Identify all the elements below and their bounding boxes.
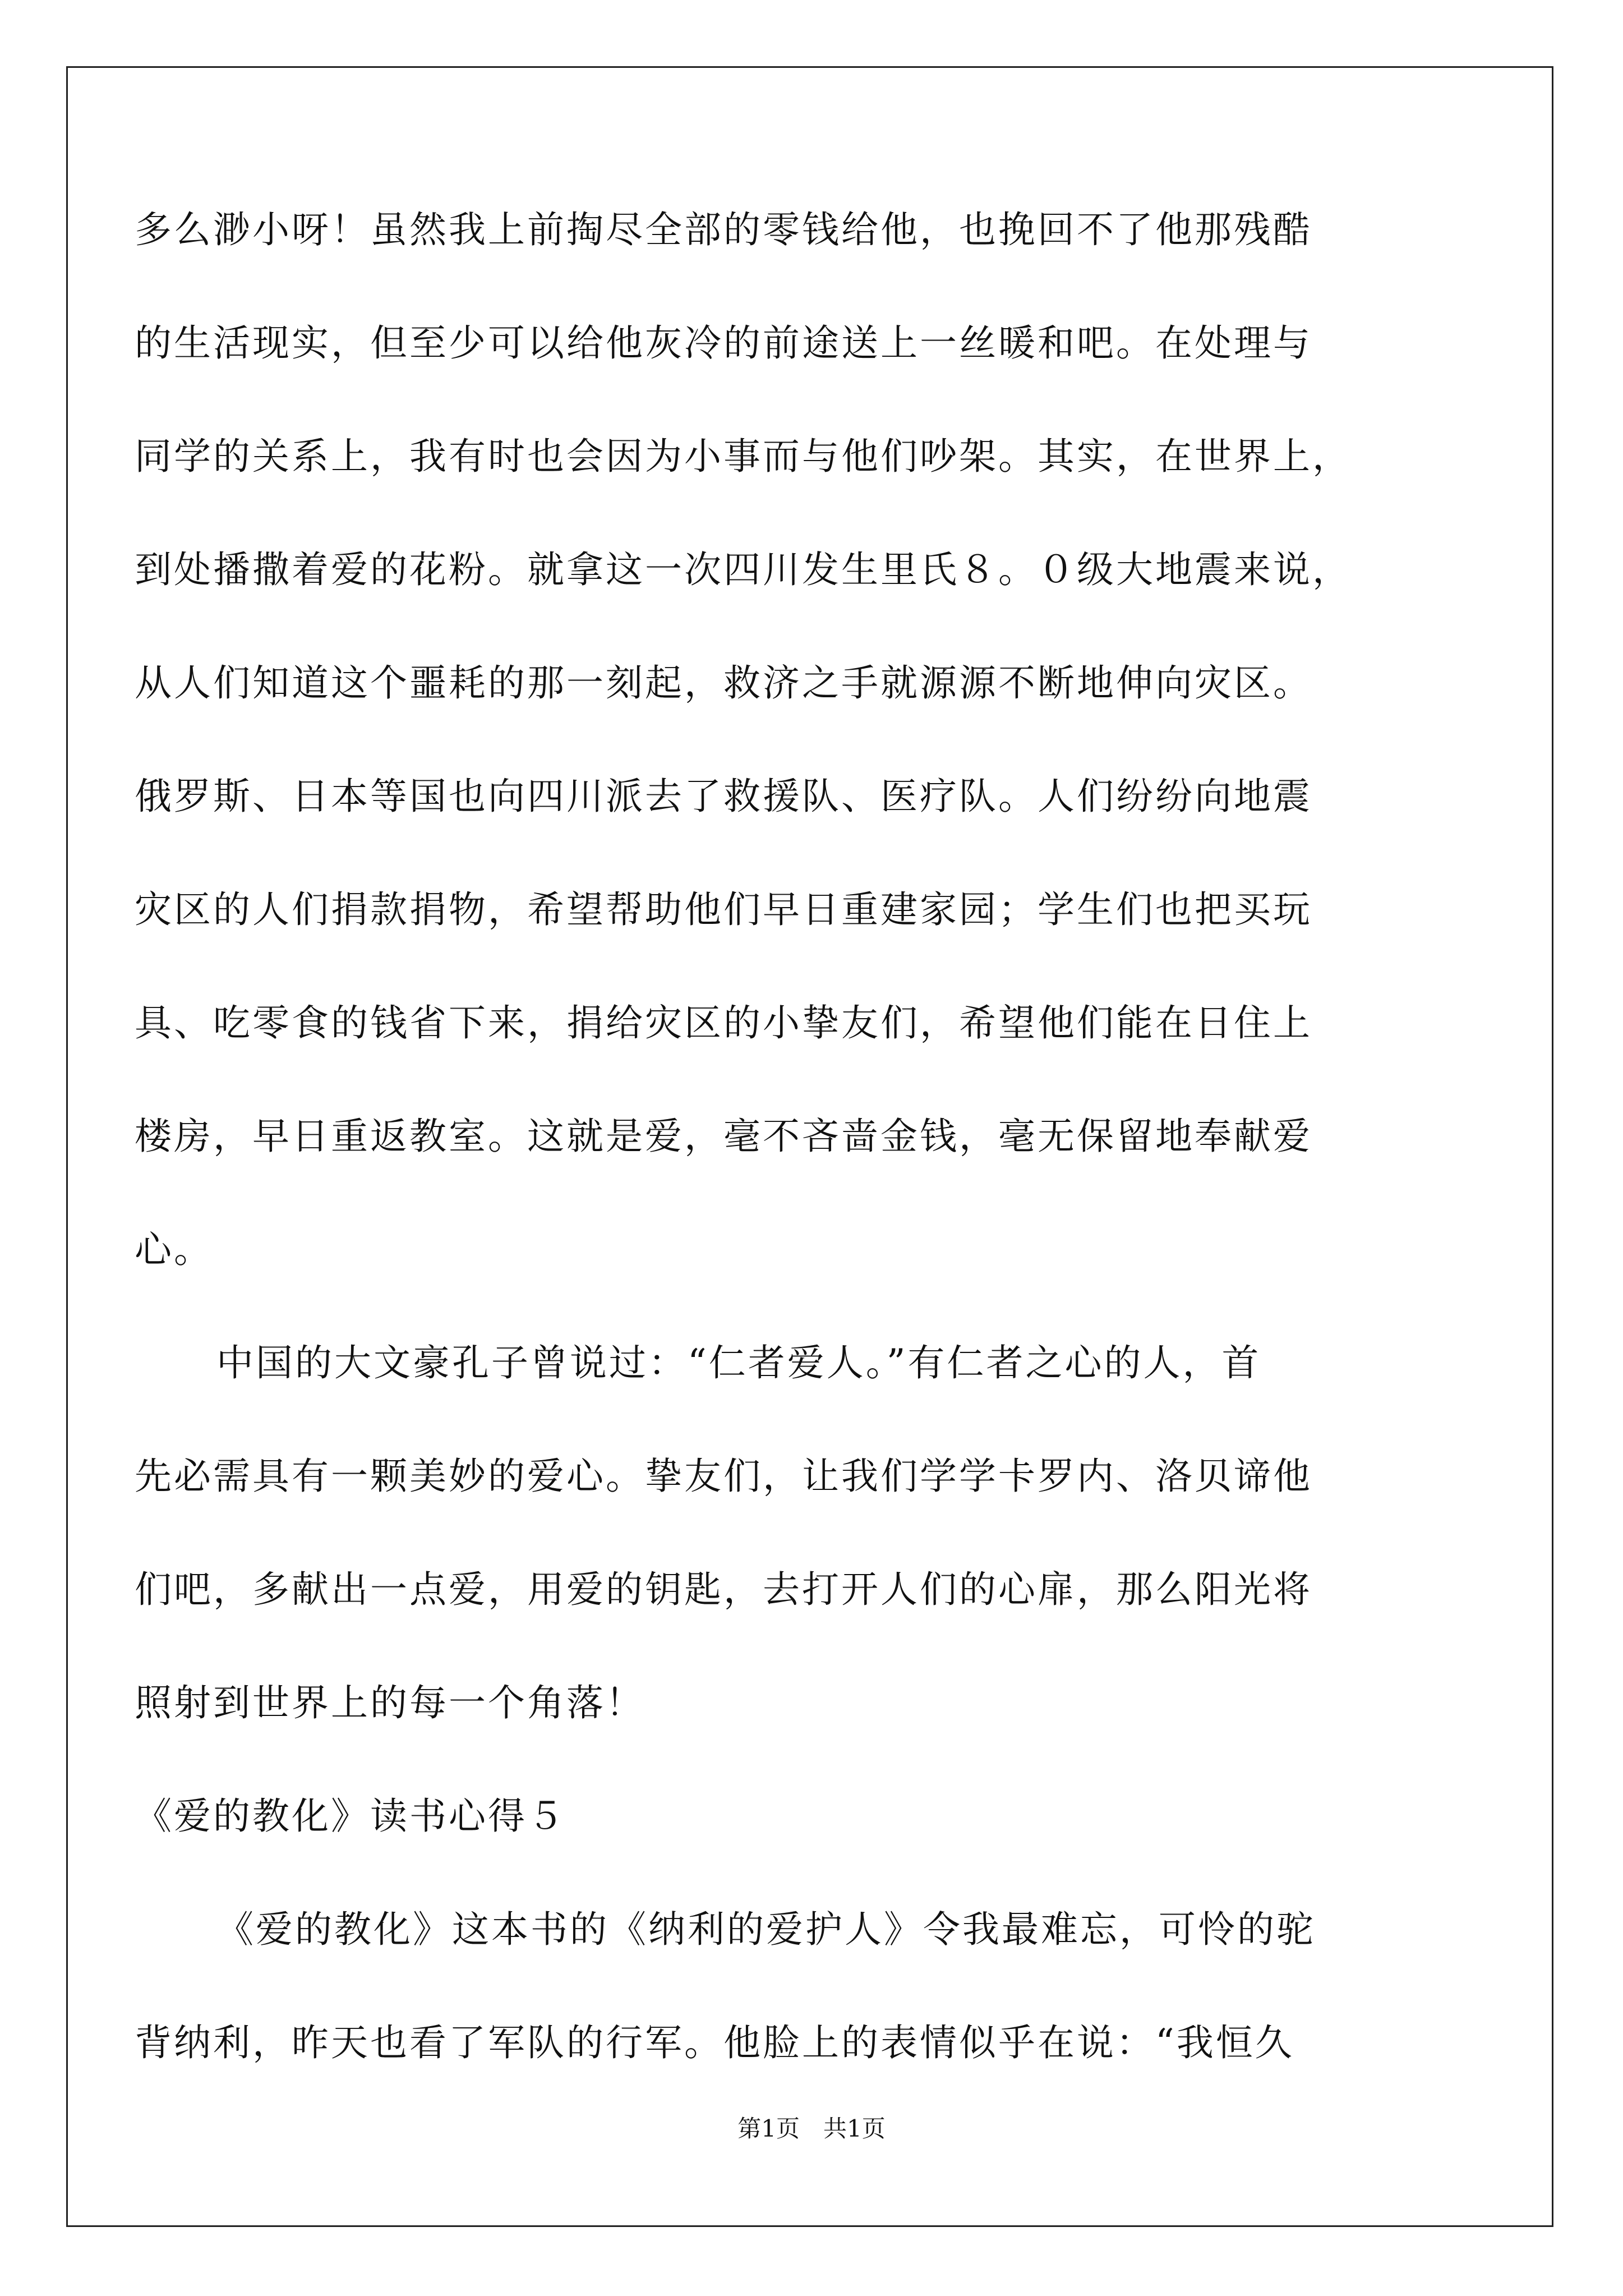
text-line: 背纳利，昨天也看了军队的行军。他脸上的表情似乎在说：“我恒久	[135, 2021, 1294, 2064]
text-line: 具、吃零食的钱省下来，捐给灾区的小挚友们，希望他们能在日住上	[135, 1001, 1312, 1045]
paragraph-start-line: 《爱的教化》这本书的《纳利的爱护人》令我最难忘，可怜的驼	[216, 1908, 1316, 1951]
text-line: 俄罗斯、日本等国也向四川派去了救援队、医疗队。人们纷纷向地震	[135, 775, 1312, 818]
text-line: 到处播撒着爱的花粉。就拿这一次四川发生里氏８。０级大地震来说，	[135, 548, 1352, 591]
text-line: 楼房，早日重返教室。这就是爱，毫不吝啬金钱，毫无保留地奉献爱	[135, 1115, 1312, 1158]
text-line: 同学的关系上，我有时也会因为小事而与他们吵架。其实，在世界上，	[135, 435, 1352, 478]
paragraph-start-line: 中国的大文豪孔子曾说过：“仁者爱人。”有仁者之心的人，首	[216, 1341, 1261, 1384]
text-line: 多么渺小呀！虽然我上前掏尽全部的零钱给他，也挽回不了他那残酷	[135, 208, 1312, 251]
text-line: 灾区的人们捐款捐物，希望帮助他们早日重建家园；学生们也把买玩	[135, 888, 1312, 931]
text-line: 先必需具有一颗美妙的爱心。挚友们，让我们学学卡罗内、洛贝谛他	[135, 1455, 1312, 1498]
page-number-footer: 第1页 共1页	[737, 2115, 886, 2142]
text-line: 们吧，多献出一点爱，用爱的钥匙，去打开人们的心扉，那么阳光将	[135, 1568, 1312, 1611]
section-heading: 《爱的教化》读书心得５	[135, 1795, 566, 1838]
text-line: 的生活现实，但至少可以给他灰冷的前途送上一丝暖和吧。在处理与	[135, 321, 1312, 365]
text-line: 从人们知道这个噩耗的那一刻起，救济之手就源源不断地伸向灾区。	[135, 661, 1312, 705]
text-line: 心。	[135, 1228, 213, 1271]
text-line: 照射到世界上的每一个角落！	[135, 1681, 645, 1724]
